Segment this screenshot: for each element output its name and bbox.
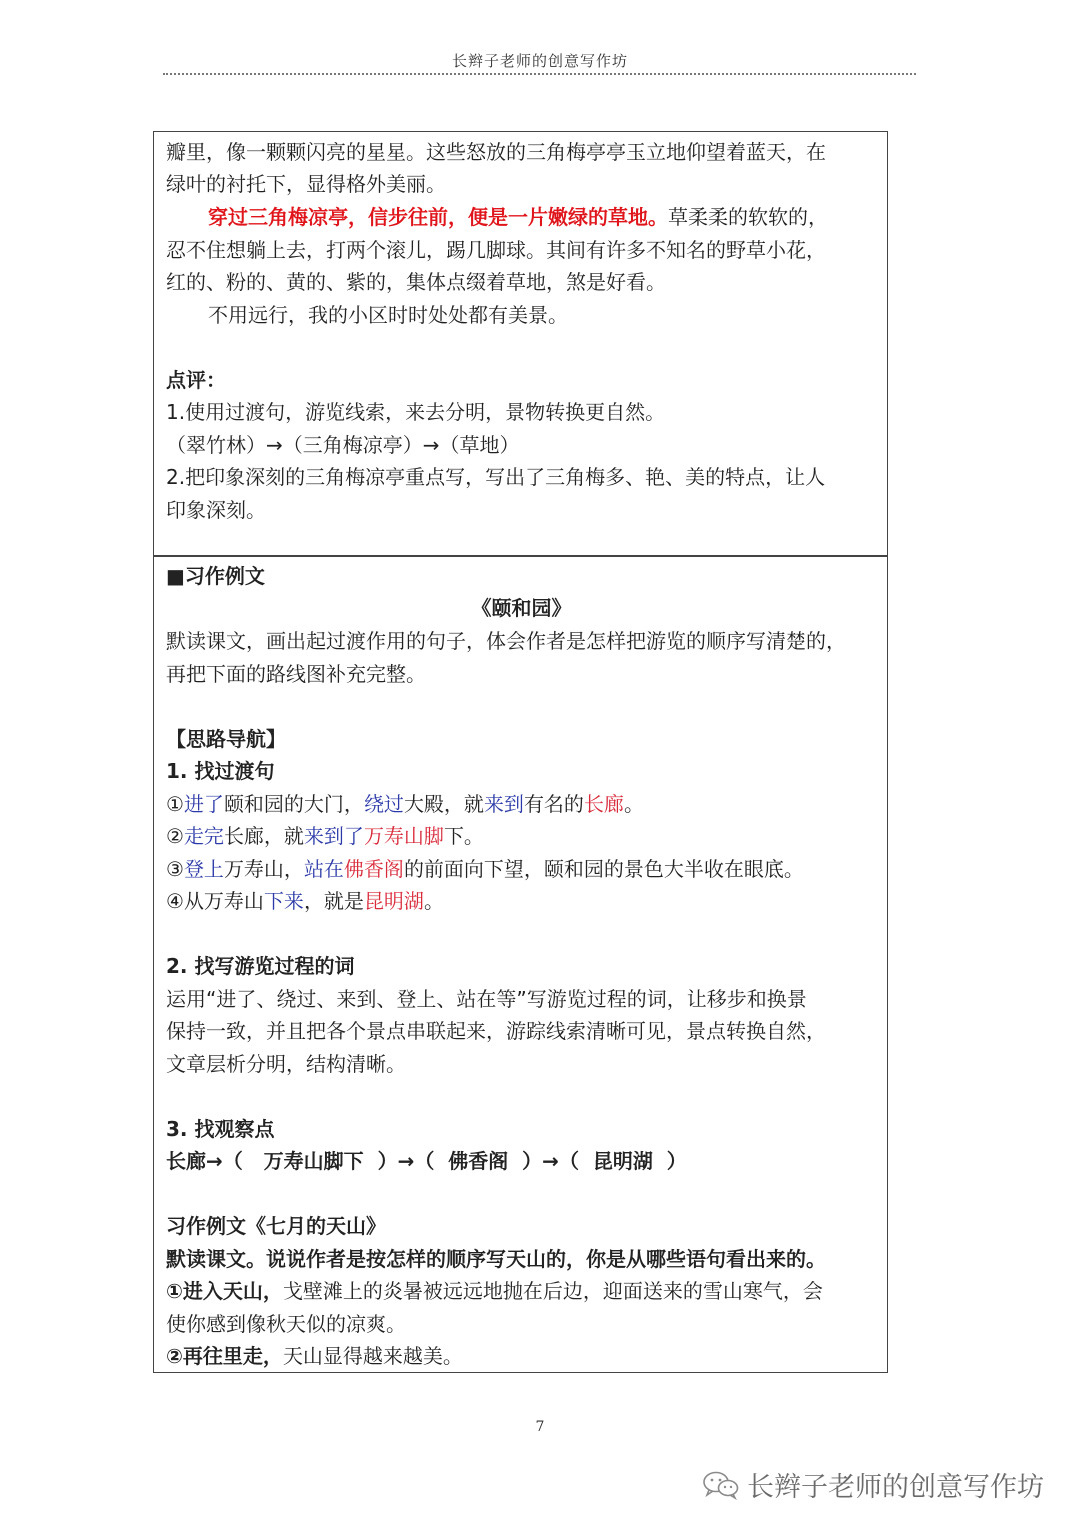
paragraph-line: 红的、粉的、黄的、紫的，集体点缀着草地，煞是好看。 [166, 270, 666, 294]
comment-item: 2.把印象深刻的三角梅凉亭重点写，写出了三角梅多、艳、美的特点，让人 [166, 465, 826, 489]
example-title: 习作例文《七月的天山》 [166, 1214, 386, 1238]
header-divider [163, 73, 916, 75]
step-text: 运用“进了、绕过、来到、登上、站在等”写游览过程的词，让移步和换景 [166, 987, 807, 1011]
page-header: 长辫子老师的创意写作坊 [451, 52, 628, 70]
example-sentence: ②再往里走，天山显得越来越美。 [166, 1344, 463, 1368]
guide-title: 【思路导航】 [166, 727, 286, 751]
example-sentence: ①进入天山，戈壁滩上的炎暑被远远地抛在后边，迎面送来的雪山寒气，会 [166, 1279, 823, 1303]
comment-item: 1.使用过渡句，游览线索，来去分明，景物转换更自然。 [166, 400, 666, 424]
step-title: 1. 找过渡句 [166, 759, 275, 783]
step-title: 2. 找写游览过程的词 [166, 954, 355, 978]
wechat-icon [701, 1470, 741, 1500]
table-cell-example [153, 555, 888, 1373]
paragraph-line: 瓣里，像一颗颗闪亮的星星。这些怒放的三角梅亭亭玉立地仰望着蓝天，在 [166, 140, 826, 164]
transition-sentence-4: ④从万寿山下来，就是昆明湖。 [166, 889, 444, 913]
watermark [701, 1465, 1044, 1504]
transition-sentence-3: ③登上万寿山，站在佛香阁的前面向下望，颐和园的景色大半收在眼底。 [166, 857, 804, 881]
task-text: 再把下面的路线图补充完整。 [166, 662, 426, 686]
section-title: ■习作例文 [166, 564, 265, 588]
table-cell-essay [153, 131, 888, 557]
comment-item: 印象深刻。 [166, 498, 266, 522]
observation-route: 长廊→（ 万寿山脚下 ）→（ 佛香阁 ）→（ 昆明湖 ） [166, 1149, 687, 1173]
step-text: 文章层析分明，结构清晰。 [166, 1052, 406, 1076]
comment-title: 点评： [166, 368, 226, 392]
transition-sentence-1: ①进了颐和园的大门，绕过大殿，就来到有名的长廊。 [166, 792, 644, 816]
paragraph-line: 忍不住想躺上去，打两个滚儿，踢几脚球。其间有许多不知名的野草小花， [166, 238, 826, 262]
example-sentence: 使你感到像秋天似的凉爽。 [166, 1312, 406, 1336]
task-text: 默读课文，画出起过渡作用的句子，体会作者是怎样把游览的顺序写清楚的， [166, 629, 846, 653]
paragraph-line: 穿过三角梅凉亭，信步往前，便是一片嫩绿的草地。草柔柔的软软的， [208, 205, 828, 229]
paragraph-line: 绿叶的衬托下，显得格外美丽。 [166, 172, 446, 196]
step-title: 3. 找观察点 [166, 1117, 275, 1141]
step-text: 保持一致，并且把各个景点串联起来，游踪线索清晰可见，景点转换自然， [166, 1019, 826, 1043]
article-title: 《颐和园》 [471, 596, 572, 620]
watermark-text: 长辫子老师的创意写作坊 [747, 1472, 1044, 1503]
example-task: 默读课文。说说作者是按怎样的顺序写天山的，你是从哪些语句看出来的。 [166, 1247, 826, 1271]
paragraph-line: 不用远行，我的小区时时处处都有美景。 [208, 303, 568, 327]
transition-sentence: 穿过三角梅凉亭，信步往前，便是一片嫩绿的草地。 [208, 205, 668, 229]
transition-sentence-2: ②走完长廊，就来到了万寿山脚下。 [166, 824, 484, 848]
comment-route: （翠竹林）→（三角梅凉亭）→（草地） [166, 433, 520, 457]
page-number: 7 [535, 1419, 545, 1435]
